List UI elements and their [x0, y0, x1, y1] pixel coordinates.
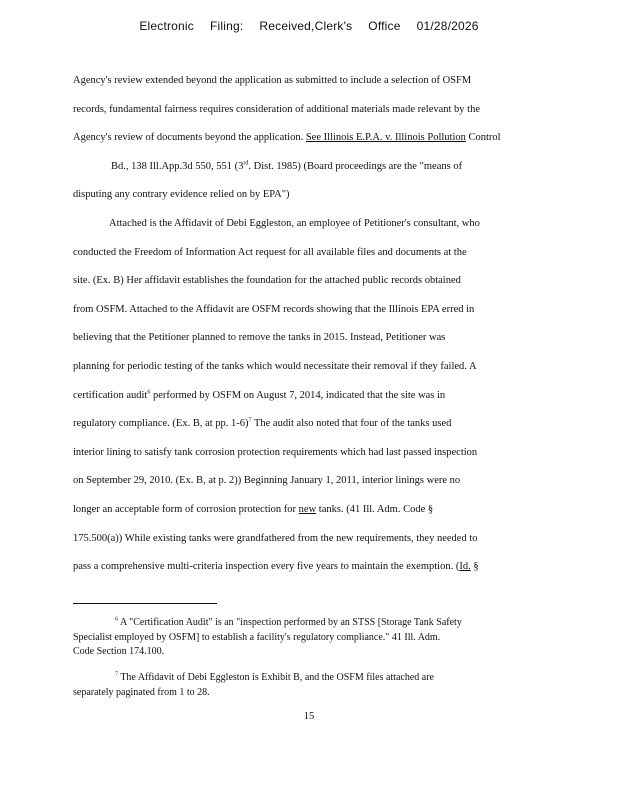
- body-text: pass a comprehensive multi-criteria inspection every five years to maintain the exemption. (: [73, 561, 460, 573]
- footnote-mark: 7: [115, 671, 118, 678]
- footnote-mark: 6: [115, 616, 118, 623]
- body-line: Agency's review extended beyond the application as submitted to include a selection of OSFM: [73, 75, 472, 86]
- body-text: The audit also noted that four of the tanks used: [251, 418, 452, 430]
- body-text: Agency's review of documents beyond the application.: [73, 132, 306, 144]
- footnote-line: Code Section 174.100.: [73, 646, 165, 657]
- body-text: tanks. (41 Ill. Adm. Code §: [316, 503, 434, 515]
- body-line: [73, 410, 543, 439]
- body-text: longer an acceptable form of corrosion protection for: [73, 503, 299, 515]
- body-text: §: [470, 561, 479, 573]
- footnote-ref-6: 6: [147, 389, 151, 396]
- body-line: site. (Ex. B) Her affidavit establishes the foundation for the attached public records obtained: [73, 275, 461, 287]
- ordinal-superscript: rd: [243, 160, 249, 167]
- emphasis-new: new: [298, 503, 317, 515]
- body-line: [73, 382, 543, 411]
- body-line: planning for periodic testing of the tanks which would necessitate their removal if they failed. A: [73, 360, 477, 372]
- footnote-7: [73, 671, 533, 700]
- case-citation: See Illinois E.P.A. v. Illinois Pollution: [305, 132, 466, 144]
- page-number: 15: [303, 711, 315, 722]
- body-line: 175.500(a)) While existing tanks were grandfathered from the new requirements, they needed to: [73, 532, 478, 544]
- footnote-6: [73, 616, 533, 660]
- body-text: performed by OSFM on August 7, 2014, indicated that the site was in: [150, 389, 446, 401]
- citation-id: Id.: [459, 561, 471, 573]
- body-text: Bd., 138 Ill.App.3d 550, 551 (3: [111, 160, 244, 172]
- body-text: Control: [465, 132, 501, 144]
- footnote-line: separately paginated from 1 to 28.: [73, 686, 210, 698]
- footnote-line: [73, 671, 533, 686]
- body-text: certification audit: [73, 389, 148, 401]
- electronic-filing-header: [0, 19, 618, 33]
- body-text: . Dist. 1985) (Board proceedings are the "means of: [248, 160, 463, 172]
- body-line: on September 29, 2010. (Ex. B, at p. 2)) Beginning January 1, 2011, interior linings were no: [73, 475, 461, 487]
- body-text: regulatory compliance. (Ex. B, at pp. 1-6): [73, 418, 249, 430]
- footnote-separator: [73, 603, 217, 604]
- footnote-line: Specialist employed by OSFM] to establish a facility's regulatory compliance." 41 Ill. Adm.: [73, 631, 441, 643]
- header-filing: Filing:: [210, 19, 244, 33]
- footnote-text: A "Certification Audit" is an "inspection performed by an STSS [Storage Tank Safety: [119, 617, 462, 628]
- footnote-ref-7: 7: [248, 417, 252, 424]
- header-electronic: Electronic: [139, 19, 194, 33]
- document-body: [73, 67, 543, 582]
- body-line: believing that the Petitioner planned to remove the tanks in 2015. Instead, Petitioner was: [73, 332, 446, 344]
- body-line: [73, 153, 543, 182]
- header-office: Office: [368, 19, 401, 33]
- header-date: 01/28/2026: [416, 19, 479, 33]
- footnote-line: [73, 616, 533, 631]
- body-line: conducted the Freedom of Information Act request for all available files and documents at the: [73, 246, 467, 258]
- header-received-clerks: Received,Clerk's: [259, 19, 353, 33]
- body-line: interior lining to satisfy tank corrosion protection requirements which had last passed inspection: [73, 446, 478, 458]
- body-line: records, fundamental fairness requires consideration of additional materials made relevant by the: [73, 103, 481, 115]
- body-line: [73, 124, 543, 153]
- body-line: Attached is the Affidavit of Debi Eggleston, an employee of Petitioner's consultant, who: [109, 217, 480, 229]
- body-line: [73, 553, 543, 582]
- footnote-text: The Affidavit of Debi Eggleston is Exhibit B, and the OSFM files attached are: [120, 672, 434, 683]
- body-line: from OSFM. Attached to the Affidavit are OSFM records showing that the Illinois EPA erred in: [73, 303, 475, 315]
- body-line: disputing any contrary evidence relied on by EPA"): [73, 189, 290, 201]
- body-line: [73, 496, 543, 525]
